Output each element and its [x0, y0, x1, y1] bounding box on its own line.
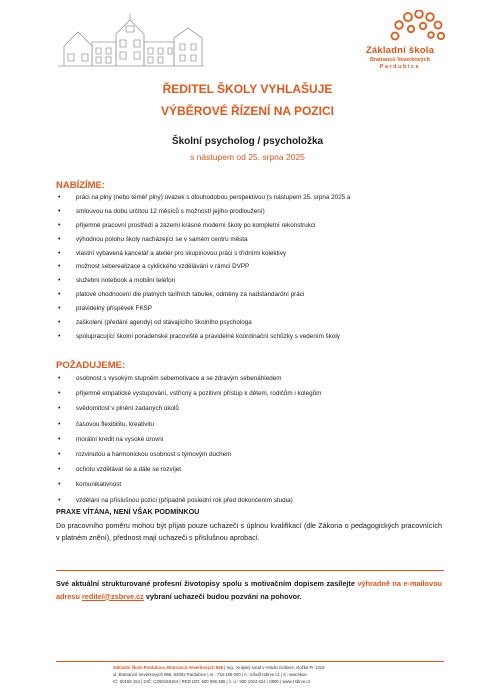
email-link[interactable]: reditel@zsbrve.cz	[81, 591, 144, 601]
cta-text-before: Své aktuální strukturované profesní životopisy spolu s motivačním dopisem zasílejte	[56, 579, 358, 588]
school-building-sketch	[56, 12, 206, 68]
list-item: • komunikativnost	[56, 481, 446, 489]
list-item: • zaškolení (předání agendy) od stávajícího školního psychologa	[56, 319, 446, 327]
logo-subtitle-line1: Bratranců Veverkových	[370, 57, 430, 63]
list-item: • vzdělání na příslušnou pozici (případně poslední rok před dokončením studia)	[56, 497, 446, 505]
requirements-heading: POŽADUJEME:	[56, 360, 126, 371]
footer-line2: ul. Bratranců Veverkových 866, 53002 Pardubice | m.: 734 169 000 | e.: info@zsbrve.cz | d.: wwchkue	[113, 672, 307, 677]
practice-note-title: PRAXE VÍTÁNA, NENÍ VŠAK PODMÍNKOU	[56, 507, 200, 516]
requirements-list	[56, 375, 446, 512]
footer	[113, 664, 453, 685]
list-item: • příjemné pracovní prostředí a zázemí krásné moderní školy po kompletní rekonstrukci	[56, 222, 446, 230]
list-item: • spolupracující školní poradenské pracoviště a pravidelné koordinační schůzky s vedením školy	[56, 333, 446, 341]
logo-subtitle-line2: Pardubice	[379, 63, 421, 70]
footer-divider	[56, 661, 444, 662]
footer-registration: | reg.: Krajský soud v Hradci Králové, vložka Pr 1319	[223, 665, 325, 670]
list-item: • smlouvou na dobu určitou 12 měsíců s možností jejího prodloužení)	[56, 208, 446, 216]
logo-dots-icon	[387, 10, 447, 42]
list-item: • rozvinutou a harmonickou osobnost s týmovým duchem	[56, 451, 446, 459]
main-title-line2: VÝBĚROVÉ ŘÍZENÍ NA POZICI	[161, 104, 334, 118]
list-item: • služební notebook a mobilní telefon	[56, 277, 446, 285]
list-item: • časovou flexibilitu, kreativitu	[56, 421, 446, 429]
logo-subtitle	[345, 57, 455, 70]
main-title-line1: ŘEDITEL ŠKOLY VYHLAŠUJE	[162, 82, 333, 96]
application-instructions	[56, 578, 442, 603]
footer-school-name: Základní škola Pardubice, Bratranců Veverkových 866	[113, 665, 224, 670]
offer-heading: NABÍZÍME:	[56, 180, 106, 191]
list-item: • osobnost s vysokým stupněm sebemotivace a se zdravým sebenáhledem	[56, 375, 446, 383]
list-item: • platové ohodnocení dle platných tarifních tabulek, odměny za nadstandardní práci	[56, 291, 446, 299]
list-item: • práci na plný (nebo téměř plný) úvazek s dlouhodobou perspektivou (s nástupem 25. srpna 2025 a	[56, 194, 446, 202]
offer-list	[56, 194, 446, 347]
list-item: • svědomitost v plnění zadaných úkolů	[56, 405, 446, 413]
footer-line1	[113, 664, 453, 671]
cta-text-after: vybraní uchazeči budou pozváni na pohovor.	[143, 591, 302, 601]
cta-highlight: výhradně na e-mailovou adresu	[56, 579, 442, 601]
list-item: • morální kredit na vysoké úrovni	[56, 436, 446, 444]
position-name: Školní psycholog / psycholožka	[171, 136, 324, 147]
start-date: s nástupem od 25. srpna 2025	[190, 152, 305, 162]
list-item: • ochotu vzdělávat se a dále se rozvíjet	[56, 466, 446, 474]
school-logo	[345, 10, 455, 72]
divider	[56, 570, 444, 571]
list-item: • výhodnou polohu školy nacházející se v samém centru města	[56, 236, 446, 244]
list-item: • vlastní vybavená kancelář a ateliér pro skupinovou práci s třídními kolektivy	[56, 250, 446, 258]
list-item: • pravidelný příspěvek FKSP	[56, 305, 446, 313]
list-item: • příjemné empatické vystupování, vstřícný a pozitivní přístup k dětem, rodičům i kolegům	[56, 390, 446, 398]
footer-line3: IČ: 60159 154 | DIČ: CZ60159154 | RED IZO: 600 096 386 | č. ú.: 930 1024 524 / 0800 | www.zsbrve.cz	[113, 679, 311, 684]
qualification-note: Do pracovního poměru mohou být přijati pouze uchazeči s úplnou kvalifikací (dle Zákona o pedagogických pracovnících v platném znění), přednost mají uchazeči s příslušnou aprobací.	[56, 521, 442, 542]
logo-school-name: Základní škola	[365, 45, 435, 56]
list-item: • možnost seberealizace a cyklického vzdělávání v rámci DVPP	[56, 263, 446, 271]
letterhead	[0, 0, 495, 70]
